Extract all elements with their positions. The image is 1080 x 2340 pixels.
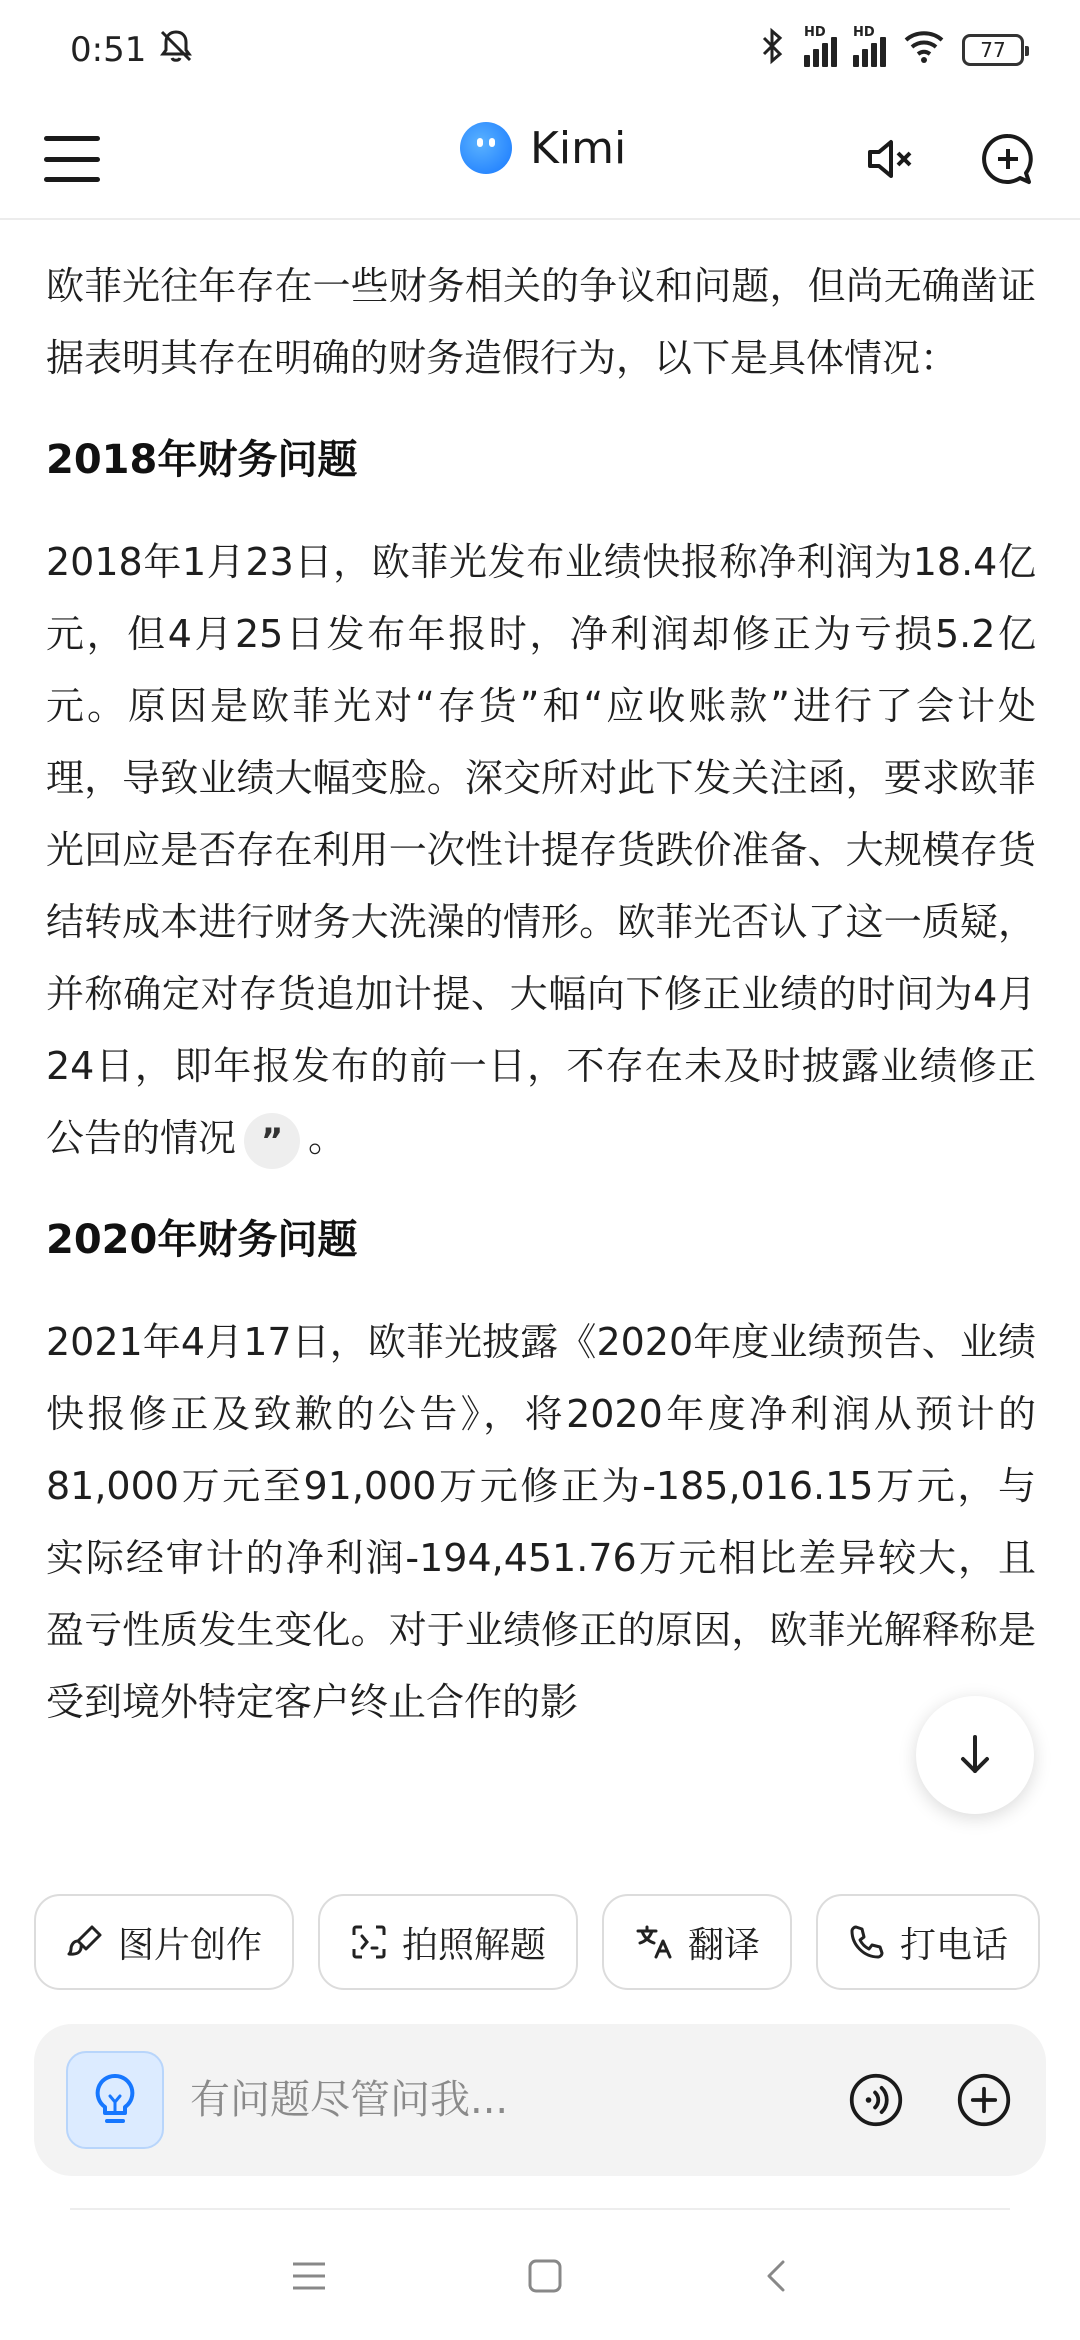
app-name: Kimi [530,122,627,174]
translate-icon [634,1923,674,1961]
chip-image-creation[interactable]: 图片创作 [34,1894,294,1990]
menu-icon[interactable] [44,136,100,182]
phone-icon [848,1923,886,1961]
brand [460,122,626,174]
answer-intro: 欧菲光往年存在一些财务相关的争议和问题，但尚无确凿证据表明其存在明确的财务造假行为，以下是具体情况： [46,264,1036,380]
scroll-down-button[interactable] [916,1696,1034,1814]
chip-photo-solve[interactable]: 拍照解题 [318,1894,578,1990]
scan-icon [350,1923,388,1961]
home-icon[interactable] [525,2256,565,2296]
status-bar [0,0,1080,100]
citation-quote-icon[interactable]: ” [244,1113,300,1169]
message-input[interactable] [188,2076,848,2124]
answer-content [46,222,1036,1860]
speaker-mute-icon[interactable] [862,131,918,187]
wifi-icon [902,28,946,73]
plus-circle-icon [956,2070,1012,2130]
back-icon[interactable] [761,2256,791,2296]
section-title-2020: 2020年财务问题 [46,1217,358,1263]
signal-icon-2: HD [853,33,886,67]
voice-wave-icon [848,2070,904,2130]
nav-divider [70,2208,1010,2210]
signal-icon: HD [804,33,837,67]
system-nav-bar [0,2226,1080,2326]
chip-translate[interactable]: 翻译 [602,1894,792,1990]
bluetooth-icon [758,26,788,75]
battery-icon [962,34,1024,66]
paint-brush-icon [66,1923,104,1961]
new-chat-icon[interactable] [980,131,1036,187]
mute-notification-icon [156,26,196,75]
section-body-2018: 2018年1月23日，欧菲光发布业绩快报称净利润为18.4亿元，但4月25日发布年报时，净利润却修正为亏损5.2亿元。原因是欧菲光对“存货”和“应收账款”进行了会计处理，导致业绩大幅变脸。深交所对此下发关注函，要求欧菲光回应是否存在利用一次性计提存货跌价准备、大规模存货结转成本进行财务大洗澡的情形。欧菲光否认了这一质疑，并称确定对存货追加计提、大幅向下修正业绩的时间为4月24日，即年报发布的前一日，不存在未及时披露业绩修正公告的情况 ” 。 [46,526,1036,1174]
arrow-down-icon [951,1731,999,1779]
inspiration-button[interactable] [66,2051,164,2149]
kimi-logo-icon [460,122,512,174]
section-body-2020: 2021年4月17日，欧菲光披露《2020年度业绩预告、业绩快报修正及致歉的公告》，将2020年度净利润从预计的81,000万元至91,000万元修正为-185,016.15万元，与实际经审计的净利润-194,451.76万元相比差异较大，且盈亏性质发生变化。对于业绩修正的原因，欧菲光解释称是受到境外特定客户终止合作的影 [46,1320,1036,1724]
quick-actions [34,1894,1040,1990]
recent-apps-icon[interactable] [289,2258,329,2294]
voice-call-button[interactable] [848,2072,904,2128]
chat-input-bar [34,2024,1046,2176]
attach-button[interactable] [956,2072,1012,2128]
section-title-2018: 2018年财务问题 [46,437,358,483]
status-time: 0:51 [70,30,147,70]
app-header [0,100,1080,220]
lightbulb-icon [88,2070,142,2130]
battery-level: 77 [980,38,1006,62]
chip-phone-call[interactable]: 打电话 [816,1894,1040,1990]
